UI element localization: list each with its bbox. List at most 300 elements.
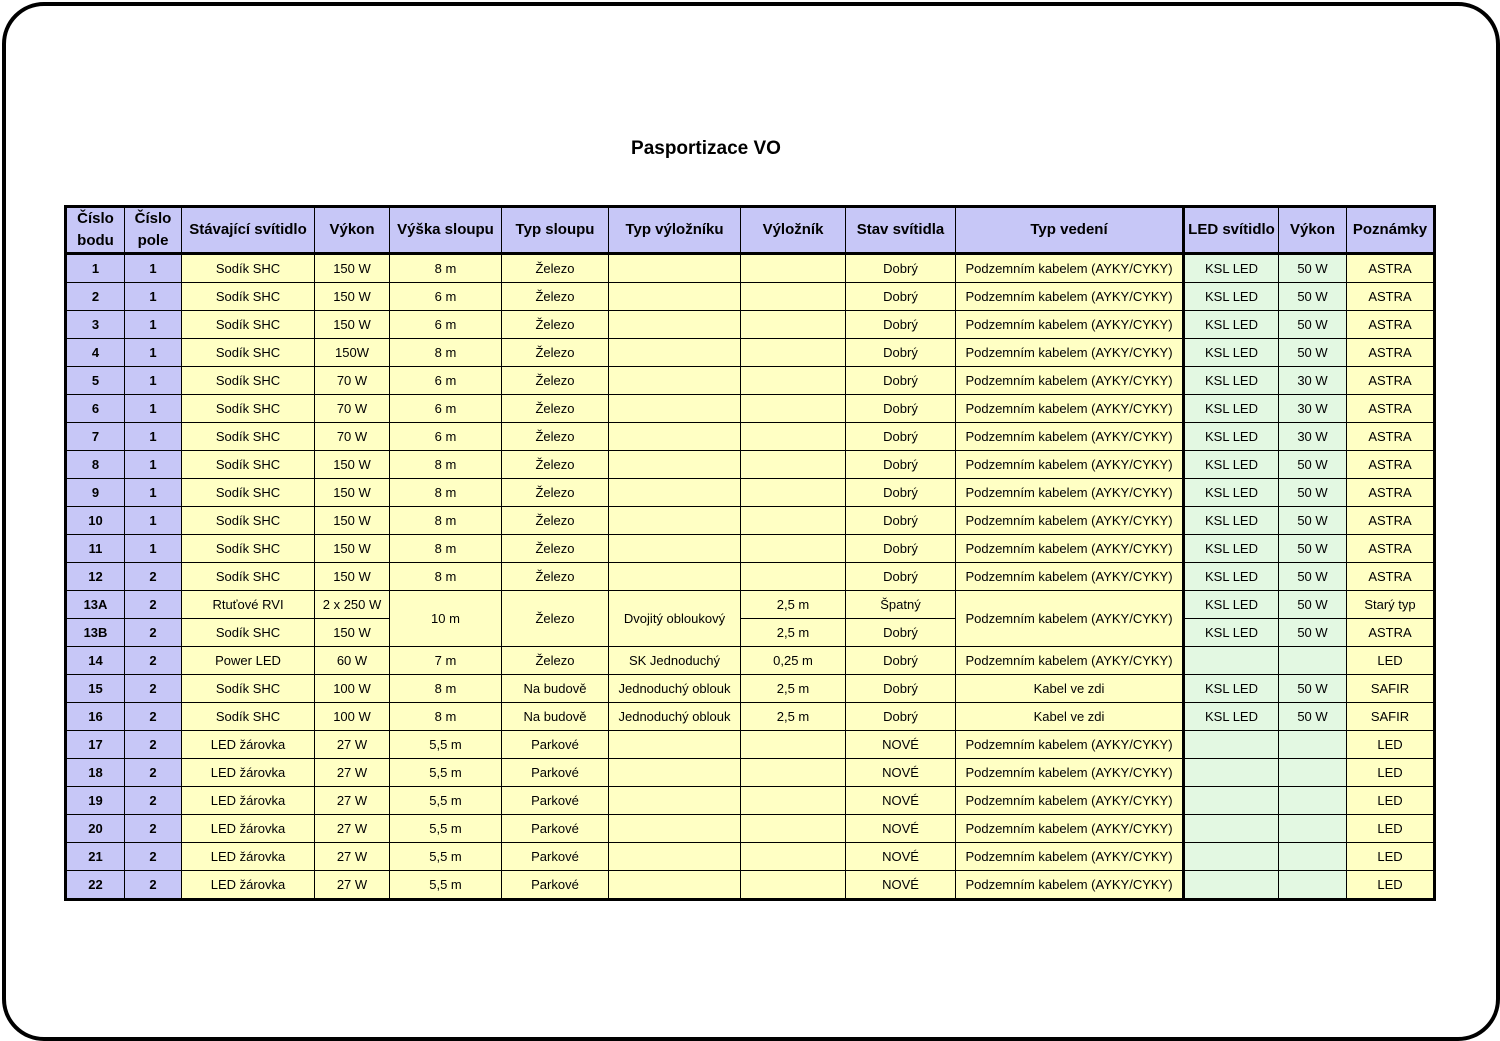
cell-stav: Dobrý — [846, 675, 956, 703]
col-vyloznik: Výložník — [741, 207, 846, 254]
cell-stav: Dobrý — [846, 647, 956, 675]
cell-svitidlo: Sodík SHC — [182, 283, 315, 311]
cell-bod: 7 — [66, 423, 125, 451]
cell-pole: 2 — [125, 591, 182, 619]
cell-stav: NOVÉ — [846, 731, 956, 759]
cell-typ-vylozniku — [609, 871, 741, 900]
cell-bod: 21 — [66, 843, 125, 871]
cell-bod: 18 — [66, 759, 125, 787]
col-cislo-bodu: Číslo bodu — [66, 207, 125, 254]
cell-led: KSL LED — [1184, 423, 1279, 451]
cell-stav: Dobrý — [846, 367, 956, 395]
cell-poznamky: ASTRA — [1347, 479, 1435, 507]
cell-poznamky: LED — [1347, 731, 1435, 759]
cell-bod: 2 — [66, 283, 125, 311]
cell-pole: 1 — [125, 535, 182, 563]
cell-pole: 2 — [125, 563, 182, 591]
table-row — [66, 647, 1435, 675]
cell-stav: Dobrý — [846, 254, 956, 283]
cell-vyloznik: 2,5 m — [741, 591, 846, 619]
cell-typ-vylozniku — [609, 731, 741, 759]
cell-led — [1184, 647, 1279, 675]
cell-vyloznik — [741, 339, 846, 367]
table-row — [66, 815, 1435, 843]
cell-vykon-led: 50 W — [1279, 619, 1347, 647]
cell-vedeni: Kabel ve zdi — [956, 703, 1184, 731]
cell-vedeni: Podzemním kabelem (AYKY/CYKY) — [956, 451, 1184, 479]
cell-poznamky: Starý typ — [1347, 591, 1435, 619]
cell-vykon: 27 W — [315, 759, 390, 787]
cell-svitidlo: Sodík SHC — [182, 395, 315, 423]
cell-vykon-led: 50 W — [1279, 339, 1347, 367]
cell-vykon: 150 W — [315, 563, 390, 591]
cell-vykon: 100 W — [315, 703, 390, 731]
table-row — [66, 591, 1435, 619]
cell-svitidlo: Sodík SHC — [182, 479, 315, 507]
cell-vyska: 8 m — [390, 254, 502, 283]
cell-vykon: 2 x 250 W — [315, 591, 390, 619]
cell-svitidlo: Sodík SHC — [182, 311, 315, 339]
cell-svitidlo: Sodík SHC — [182, 254, 315, 283]
cell-poznamky: ASTRA — [1347, 339, 1435, 367]
cell-vykon-led — [1279, 647, 1347, 675]
cell-vyloznik — [741, 283, 846, 311]
cell-svitidlo: LED žárovka — [182, 843, 315, 871]
cell-stav: NOVÉ — [846, 843, 956, 871]
cell-pole: 2 — [125, 619, 182, 647]
cell-pole: 2 — [125, 647, 182, 675]
cell-vyska: 6 m — [390, 395, 502, 423]
cell-stav: Dobrý — [846, 507, 956, 535]
cell-vedeni: Podzemním kabelem (AYKY/CYKY) — [956, 507, 1184, 535]
cell-pole: 1 — [125, 283, 182, 311]
cell-led: KSL LED — [1184, 395, 1279, 423]
cell-led: KSL LED — [1184, 535, 1279, 563]
cell-vyska: 5,5 m — [390, 843, 502, 871]
cell-vedeni: Podzemním kabelem (AYKY/CYKY) — [956, 479, 1184, 507]
cell-pole: 2 — [125, 675, 182, 703]
cell-led: KSL LED — [1184, 619, 1279, 647]
cell-vyska: 5,5 m — [390, 759, 502, 787]
cell-vykon-led — [1279, 759, 1347, 787]
cell-pole: 1 — [125, 395, 182, 423]
cell-vykon-led — [1279, 871, 1347, 900]
cell-typ-sloupu: Železo — [502, 367, 609, 395]
cell-bod: 15 — [66, 675, 125, 703]
cell-svitidlo: LED žárovka — [182, 731, 315, 759]
cell-vedeni: Podzemním kabelem (AYKY/CYKY) — [956, 815, 1184, 843]
cell-vedeni: Podzemním kabelem (AYKY/CYKY) — [956, 254, 1184, 283]
cell-led: KSL LED — [1184, 367, 1279, 395]
cell-svitidlo: LED žárovka — [182, 815, 315, 843]
cell-vykon: 27 W — [315, 731, 390, 759]
cell-vedeni: Podzemním kabelem (AYKY/CYKY) — [956, 843, 1184, 871]
cell-typ-vylozniku: SK Jednoduchý — [609, 647, 741, 675]
cell-typ-sloupu: Na budově — [502, 675, 609, 703]
cell-typ-vylozniku: Jednoduchý oblouk — [609, 703, 741, 731]
cell-typ-vylozniku — [609, 451, 741, 479]
cell-vyloznik — [741, 451, 846, 479]
cell-vyloznik — [741, 871, 846, 900]
cell-vykon: 150 W — [315, 254, 390, 283]
cell-typ-vylozniku: Jednoduchý oblouk — [609, 675, 741, 703]
cell-vykon: 60 W — [315, 647, 390, 675]
cell-vyska: 5,5 m — [390, 787, 502, 815]
cell-vyska: 8 m — [390, 535, 502, 563]
cell-bod: 4 — [66, 339, 125, 367]
cell-pole: 2 — [125, 843, 182, 871]
cell-vyska: 6 m — [390, 423, 502, 451]
cell-typ-vylozniku — [609, 759, 741, 787]
cell-typ-sloupu: Železo — [502, 507, 609, 535]
cell-vyloznik: 2,5 m — [741, 619, 846, 647]
cell-typ-sloupu: Parkové — [502, 731, 609, 759]
cell-led: KSL LED — [1184, 507, 1279, 535]
cell-typ-vylozniku — [609, 283, 741, 311]
table-row — [66, 563, 1435, 591]
cell-vykon: 27 W — [315, 787, 390, 815]
cell-led: KSL LED — [1184, 283, 1279, 311]
cell-vykon-led: 50 W — [1279, 451, 1347, 479]
cell-vyloznik — [741, 423, 846, 451]
cell-typ-sloupu: Parkové — [502, 815, 609, 843]
cell-vedeni: Podzemním kabelem (AYKY/CYKY) — [956, 311, 1184, 339]
cell-bod: 17 — [66, 731, 125, 759]
cell-svitidlo: Sodík SHC — [182, 563, 315, 591]
cell-poznamky: ASTRA — [1347, 395, 1435, 423]
cell-vyloznik — [741, 367, 846, 395]
table-row — [66, 675, 1435, 703]
cell-vykon-led — [1279, 731, 1347, 759]
cell-vykon-led: 30 W — [1279, 367, 1347, 395]
cell-vykon: 150 W — [315, 507, 390, 535]
cell-poznamky: SAFIR — [1347, 703, 1435, 731]
cell-vyska: 7 m — [390, 647, 502, 675]
cell-vedeni: Kabel ve zdi — [956, 675, 1184, 703]
cell-vykon-led: 30 W — [1279, 423, 1347, 451]
cell-vykon: 150 W — [315, 479, 390, 507]
cell-poznamky: LED — [1347, 843, 1435, 871]
cell-bod: 10 — [66, 507, 125, 535]
cell-bod: 16 — [66, 703, 125, 731]
cell-svitidlo: Sodík SHC — [182, 619, 315, 647]
cell-poznamky: LED — [1347, 759, 1435, 787]
cell-vykon: 70 W — [315, 395, 390, 423]
cell-vykon: 150 W — [315, 535, 390, 563]
cell-vedeni: Podzemním kabelem (AYKY/CYKY) — [956, 395, 1184, 423]
cell-bod: 12 — [66, 563, 125, 591]
cell-led: KSL LED — [1184, 311, 1279, 339]
cell-vyska: 8 m — [390, 451, 502, 479]
cell-vedeni: Podzemním kabelem (AYKY/CYKY) — [956, 367, 1184, 395]
cell-poznamky: LED — [1347, 871, 1435, 900]
cell-vykon-led: 50 W — [1279, 311, 1347, 339]
cell-vedeni: Podzemním kabelem (AYKY/CYKY) — [956, 871, 1184, 900]
cell-svitidlo: Sodík SHC — [182, 423, 315, 451]
cell-led — [1184, 815, 1279, 843]
cell-vykon-led: 50 W — [1279, 703, 1347, 731]
cell-vykon-led — [1279, 815, 1347, 843]
cell-typ-sloupu: Železo — [502, 283, 609, 311]
cell-vykon: 150 W — [315, 451, 390, 479]
cell-typ-sloupu: Železo — [502, 339, 609, 367]
cell-bod: 5 — [66, 367, 125, 395]
cell-bod: 9 — [66, 479, 125, 507]
col-typ-sloupu: Typ sloupu — [502, 207, 609, 254]
cell-vyloznik — [741, 787, 846, 815]
page-title: Pasportizace VO — [631, 138, 781, 159]
cell-led: KSL LED — [1184, 703, 1279, 731]
pasport-table — [64, 205, 1436, 901]
cell-svitidlo: LED žárovka — [182, 787, 315, 815]
table-row — [66, 535, 1435, 563]
cell-svitidlo: Sodík SHC — [182, 507, 315, 535]
cell-vyloznik — [741, 395, 846, 423]
cell-stav: Dobrý — [846, 535, 956, 563]
cell-bod: 6 — [66, 395, 125, 423]
cell-bod: 13A — [66, 591, 125, 619]
cell-led — [1184, 871, 1279, 900]
cell-poznamky: ASTRA — [1347, 423, 1435, 451]
cell-typ-sloupu: Železo — [502, 423, 609, 451]
col-vykon: Výkon — [315, 207, 390, 254]
cell-led — [1184, 787, 1279, 815]
cell-vyska: 5,5 m — [390, 871, 502, 900]
cell-vyska: 6 m — [390, 367, 502, 395]
cell-vykon-led: 50 W — [1279, 563, 1347, 591]
cell-svitidlo: Sodík SHC — [182, 675, 315, 703]
cell-stav: Dobrý — [846, 563, 956, 591]
cell-vykon-led: 50 W — [1279, 591, 1347, 619]
table-row — [66, 479, 1435, 507]
cell-vedeni: Podzemním kabelem (AYKY/CYKY) — [956, 731, 1184, 759]
cell-vykon: 27 W — [315, 815, 390, 843]
cell-typ-vylozniku — [609, 815, 741, 843]
cell-typ-vylozniku — [609, 507, 741, 535]
cell-vyska: 10 m — [390, 591, 502, 647]
cell-typ-sloupu: Parkové — [502, 871, 609, 900]
col-led: LED svítidlo — [1184, 207, 1279, 254]
table-row — [66, 759, 1435, 787]
cell-svitidlo: Power LED — [182, 647, 315, 675]
table-row — [66, 787, 1435, 815]
cell-stav: NOVÉ — [846, 815, 956, 843]
cell-vedeni: Podzemním kabelem (AYKY/CYKY) — [956, 647, 1184, 675]
cell-vykon: 150 W — [315, 283, 390, 311]
cell-typ-vylozniku: Dvojitý obloukový — [609, 591, 741, 647]
cell-bod: 8 — [66, 451, 125, 479]
cell-typ-sloupu: Parkové — [502, 787, 609, 815]
cell-typ-sloupu: Železo — [502, 311, 609, 339]
cell-vykon: 150W — [315, 339, 390, 367]
table-row — [66, 339, 1435, 367]
cell-stav: Dobrý — [846, 703, 956, 731]
cell-poznamky: LED — [1347, 815, 1435, 843]
cell-vyloznik — [741, 254, 846, 283]
col-vedeni: Typ vedení — [956, 207, 1184, 254]
cell-led — [1184, 759, 1279, 787]
cell-vykon: 70 W — [315, 367, 390, 395]
cell-typ-vylozniku — [609, 395, 741, 423]
cell-vyska: 8 m — [390, 675, 502, 703]
cell-typ-vylozniku — [609, 787, 741, 815]
col-vykon-led: Výkon — [1279, 207, 1347, 254]
cell-typ-sloupu: Železo — [502, 535, 609, 563]
cell-typ-vylozniku — [609, 311, 741, 339]
header-row — [66, 207, 1435, 254]
table-row — [66, 451, 1435, 479]
table-row — [66, 703, 1435, 731]
cell-stav: Dobrý — [846, 619, 956, 647]
cell-poznamky: ASTRA — [1347, 311, 1435, 339]
cell-svitidlo: LED žárovka — [182, 871, 315, 900]
cell-poznamky: ASTRA — [1347, 563, 1435, 591]
cell-pole: 1 — [125, 507, 182, 535]
cell-pole: 1 — [125, 311, 182, 339]
cell-svitidlo: LED žárovka — [182, 759, 315, 787]
cell-vyloznik — [741, 311, 846, 339]
cell-svitidlo: Sodík SHC — [182, 339, 315, 367]
cell-pole: 1 — [125, 367, 182, 395]
cell-vedeni: Podzemním kabelem (AYKY/CYKY) — [956, 423, 1184, 451]
cell-led: KSL LED — [1184, 339, 1279, 367]
cell-vyloznik: 2,5 m — [741, 703, 846, 731]
cell-vykon: 27 W — [315, 871, 390, 900]
cell-bod: 19 — [66, 787, 125, 815]
table-row — [66, 731, 1435, 759]
cell-poznamky: ASTRA — [1347, 451, 1435, 479]
cell-vyloznik — [741, 507, 846, 535]
cell-poznamky: SAFIR — [1347, 675, 1435, 703]
cell-led — [1184, 843, 1279, 871]
cell-typ-vylozniku — [609, 423, 741, 451]
cell-vyska: 8 m — [390, 507, 502, 535]
table-row — [66, 871, 1435, 900]
cell-vykon: 150 W — [315, 311, 390, 339]
table-row — [66, 619, 1435, 647]
cell-stav: NOVÉ — [846, 759, 956, 787]
cell-pole: 2 — [125, 787, 182, 815]
table-row — [66, 843, 1435, 871]
cell-vyska: 8 m — [390, 479, 502, 507]
cell-bod: 1 — [66, 254, 125, 283]
cell-pole: 1 — [125, 339, 182, 367]
table-row — [66, 395, 1435, 423]
col-poznamky: Poznámky — [1347, 207, 1435, 254]
cell-pole: 1 — [125, 451, 182, 479]
cell-vedeni: Podzemním kabelem (AYKY/CYKY) — [956, 535, 1184, 563]
cell-typ-vylozniku — [609, 843, 741, 871]
cell-stav: Dobrý — [846, 479, 956, 507]
cell-bod: 11 — [66, 535, 125, 563]
cell-typ-vylozniku — [609, 254, 741, 283]
cell-poznamky: ASTRA — [1347, 283, 1435, 311]
cell-vykon-led: 50 W — [1279, 283, 1347, 311]
col-svitidlo: Stávající svítidlo — [182, 207, 315, 254]
cell-led: KSL LED — [1184, 479, 1279, 507]
cell-typ-vylozniku — [609, 535, 741, 563]
cell-led: KSL LED — [1184, 563, 1279, 591]
cell-poznamky: ASTRA — [1347, 619, 1435, 647]
cell-pole: 2 — [125, 759, 182, 787]
cell-vyloznik — [741, 759, 846, 787]
cell-vykon-led: 30 W — [1279, 395, 1347, 423]
cell-svitidlo: Sodík SHC — [182, 451, 315, 479]
table-row — [66, 254, 1435, 283]
cell-vyska: 8 m — [390, 703, 502, 731]
cell-poznamky: ASTRA — [1347, 367, 1435, 395]
cell-bod: 14 — [66, 647, 125, 675]
cell-typ-sloupu: Na budově — [502, 703, 609, 731]
cell-vykon: 150 W — [315, 619, 390, 647]
col-cislo-pole: Číslo pole — [125, 207, 182, 254]
cell-vyloznik — [741, 535, 846, 563]
cell-vyloznik — [741, 479, 846, 507]
cell-pole: 2 — [125, 703, 182, 731]
cell-stav: Dobrý — [846, 311, 956, 339]
cell-vykon: 70 W — [315, 423, 390, 451]
cell-vyska: 6 m — [390, 283, 502, 311]
cell-vedeni: Podzemním kabelem (AYKY/CYKY) — [956, 283, 1184, 311]
cell-typ-vylozniku — [609, 479, 741, 507]
cell-pole: 1 — [125, 423, 182, 451]
cell-stav: Dobrý — [846, 423, 956, 451]
cell-stav: Dobrý — [846, 283, 956, 311]
cell-svitidlo: Sodík SHC — [182, 367, 315, 395]
cell-pole: 1 — [125, 479, 182, 507]
cell-vykon-led: 50 W — [1279, 675, 1347, 703]
cell-typ-sloupu: Železo — [502, 563, 609, 591]
cell-vyloznik — [741, 563, 846, 591]
cell-led: KSL LED — [1184, 254, 1279, 283]
cell-vykon: 27 W — [315, 843, 390, 871]
cell-vykon-led — [1279, 843, 1347, 871]
cell-typ-sloupu: Železo — [502, 254, 609, 283]
cell-vyska: 8 m — [390, 339, 502, 367]
cell-typ-sloupu: Železo — [502, 591, 609, 647]
cell-led: KSL LED — [1184, 451, 1279, 479]
cell-typ-sloupu: Železo — [502, 479, 609, 507]
cell-led: KSL LED — [1184, 675, 1279, 703]
cell-vykon-led: 50 W — [1279, 479, 1347, 507]
cell-bod: 13B — [66, 619, 125, 647]
cell-stav: NOVÉ — [846, 787, 956, 815]
cell-led: KSL LED — [1184, 591, 1279, 619]
cell-svitidlo: Rtuťové RVI — [182, 591, 315, 619]
cell-vyloznik — [741, 731, 846, 759]
cell-vyloznik — [741, 815, 846, 843]
cell-vykon-led — [1279, 787, 1347, 815]
cell-vyska: 8 m — [390, 563, 502, 591]
cell-vykon: 100 W — [315, 675, 390, 703]
cell-bod: 22 — [66, 871, 125, 900]
cell-vykon-led: 50 W — [1279, 535, 1347, 563]
cell-vykon-led: 50 W — [1279, 254, 1347, 283]
cell-poznamky: ASTRA — [1347, 535, 1435, 563]
cell-typ-vylozniku — [609, 367, 741, 395]
cell-vedeni: Podzemním kabelem (AYKY/CYKY) — [956, 591, 1184, 647]
cell-typ-vylozniku — [609, 339, 741, 367]
cell-vykon-led: 50 W — [1279, 507, 1347, 535]
table-row — [66, 507, 1435, 535]
cell-typ-sloupu: Parkové — [502, 843, 609, 871]
cell-typ-vylozniku — [609, 563, 741, 591]
cell-stav: Dobrý — [846, 395, 956, 423]
col-stav: Stav svítidla — [846, 207, 956, 254]
cell-vyska: 5,5 m — [390, 815, 502, 843]
cell-stav: Dobrý — [846, 451, 956, 479]
cell-vyloznik: 2,5 m — [741, 675, 846, 703]
